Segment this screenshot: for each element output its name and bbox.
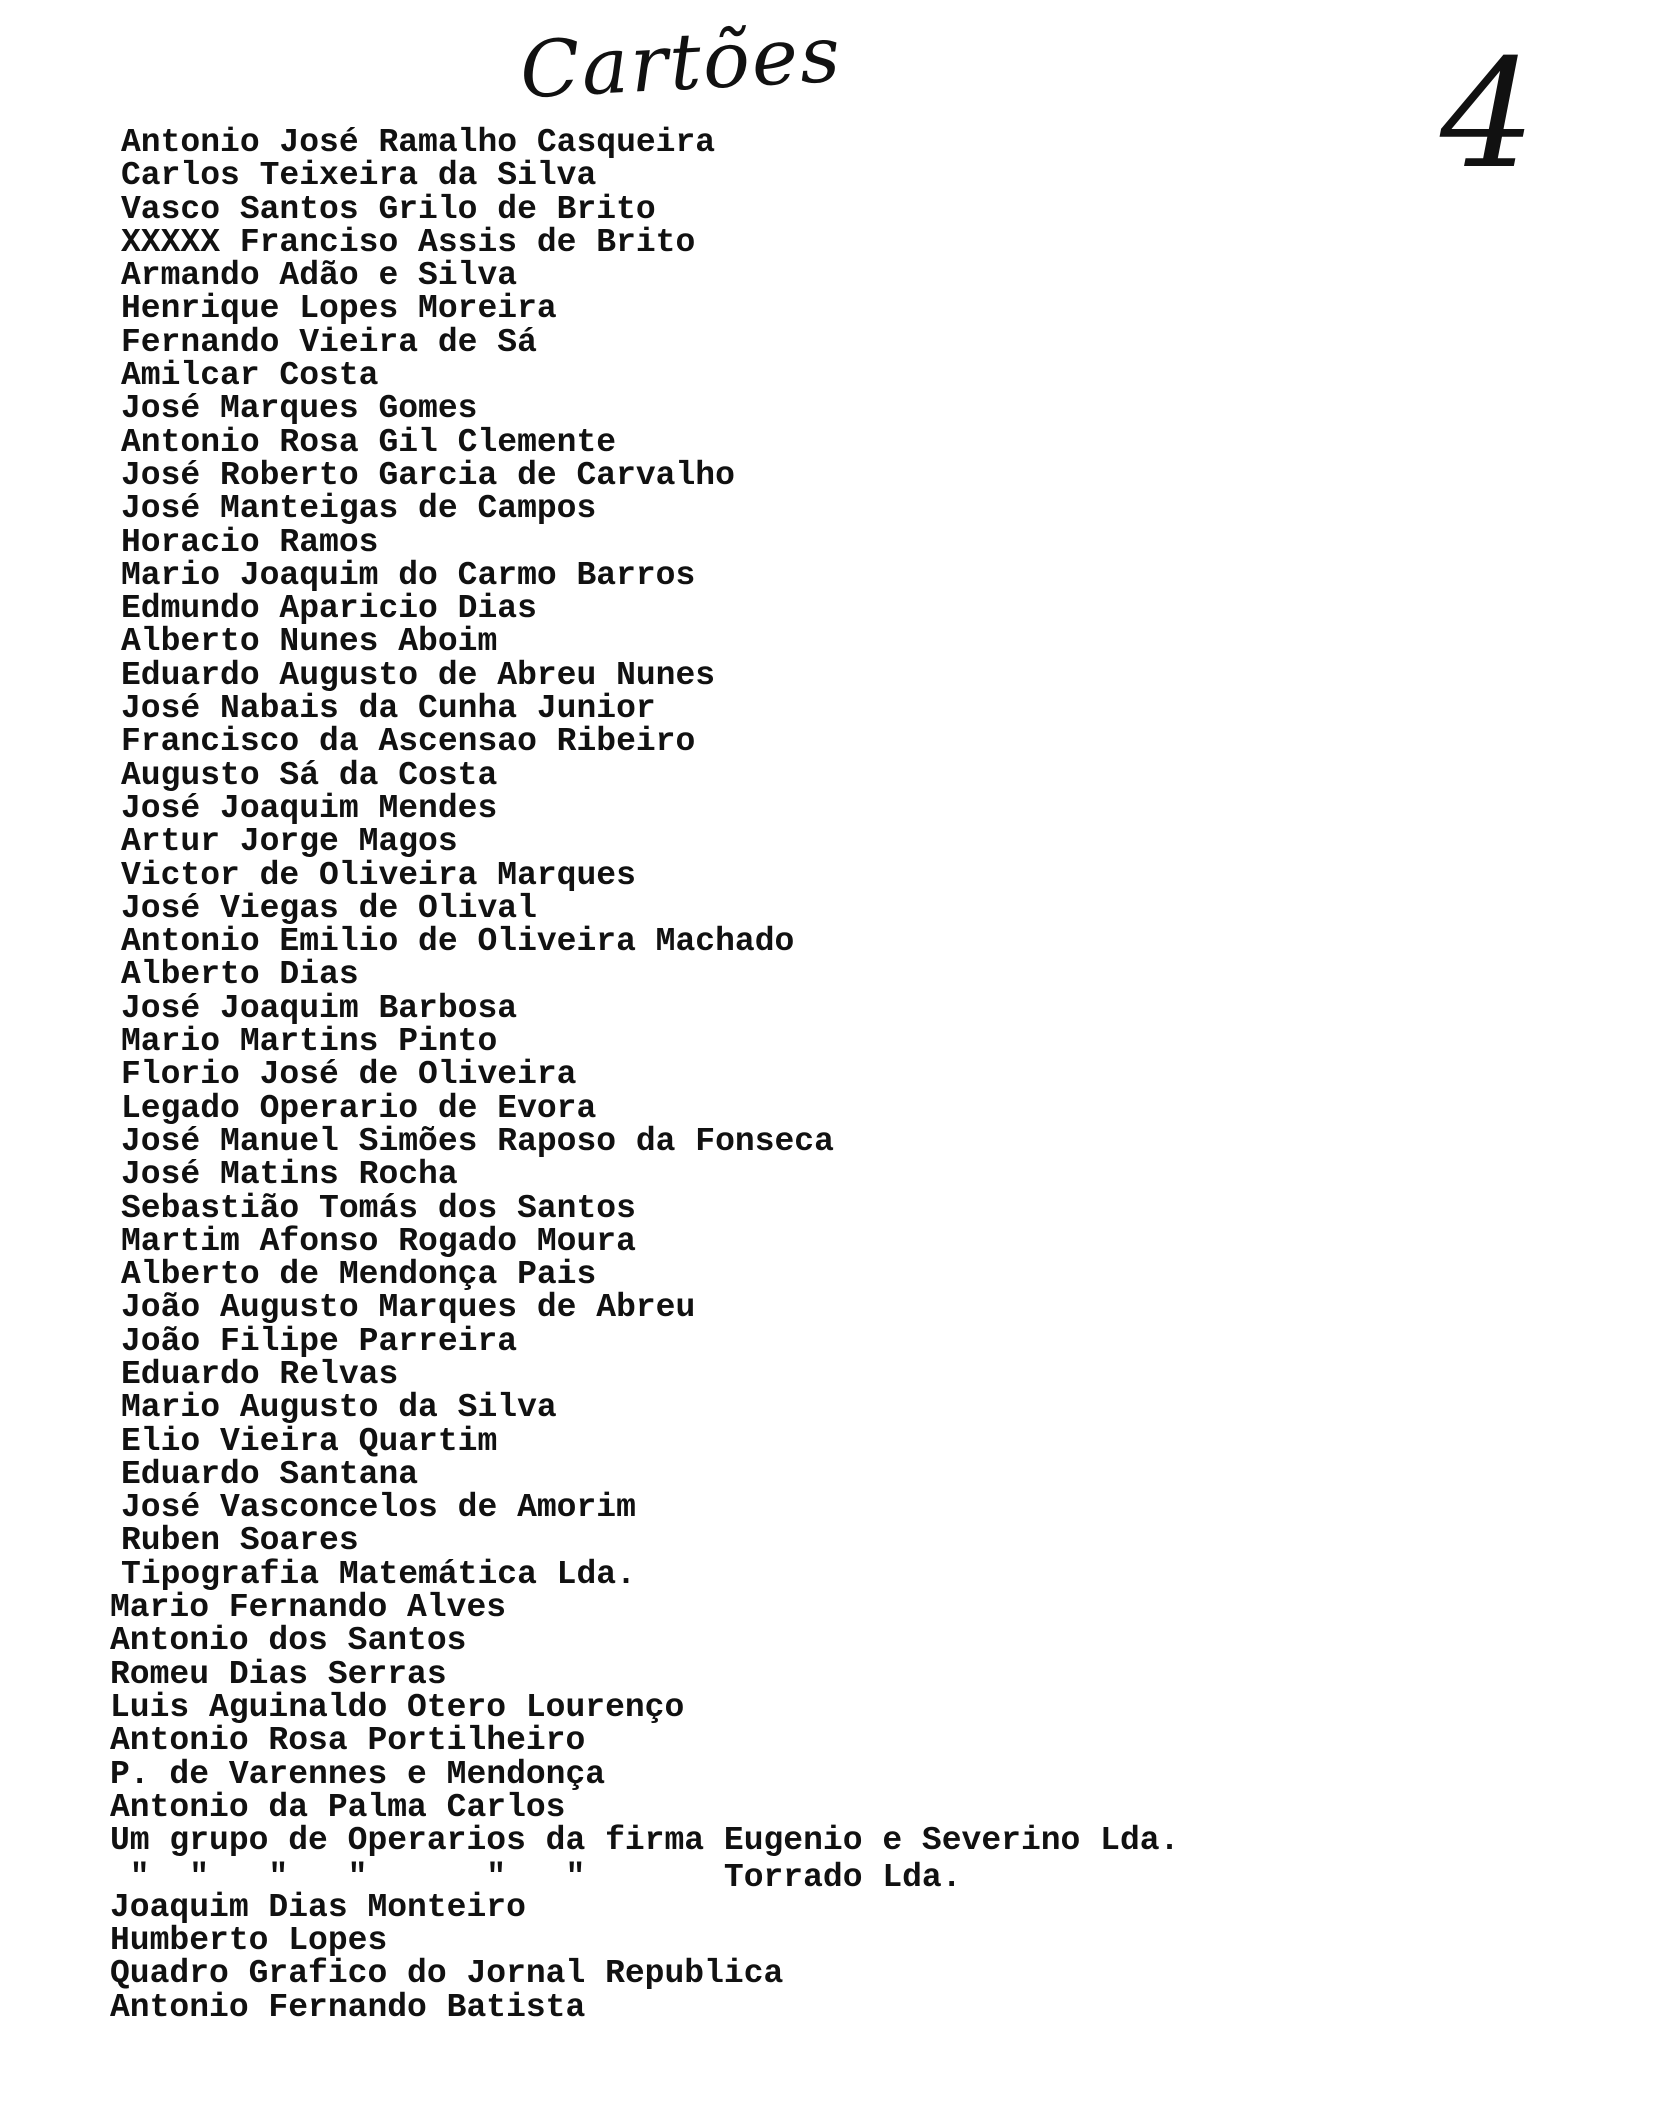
list-item: Um grupo de Operarios da firma Eugenio e Severino Lda. [110, 1822, 1180, 1860]
list-item: Mario Martins Pinto [121, 1023, 498, 1061]
list-item: José Vasconcelos de Amorim [121, 1489, 636, 1527]
list-item: Elio Vieira Quartim [121, 1422, 498, 1460]
list-item: Legado Operario de Evora [121, 1089, 597, 1127]
list-item: Sebastião Tomás dos Santos [121, 1189, 636, 1227]
list-item: Victor de Oliveira Marques [121, 856, 636, 894]
list-item: Eduardo Relvas [121, 1355, 399, 1393]
list-item: Martim Afonso Rogado Moura [121, 1222, 636, 1260]
list-item: Humberto Lopes [110, 1922, 388, 1960]
list-item: Artur Jorge Magos [121, 823, 458, 861]
list-item: Horacio Ramos [121, 523, 379, 561]
list-item: Francisco da Ascensao Ribeiro [121, 723, 696, 761]
list-item: Augusto Sá da Costa [121, 756, 498, 794]
list-item: José Joaquim Barbosa [121, 989, 518, 1027]
list-item: João Filipe Parreira [121, 1322, 518, 1360]
list-item: Antonio Rosa Gil Clemente [121, 423, 617, 461]
list-item: José Matins Rocha [121, 1156, 458, 1194]
list-item: José Manuel Simões Raposo da Fonseca [121, 1122, 834, 1160]
list-item: P. de Varennes e Mendonça [110, 1755, 606, 1793]
list-item: Eduardo Augusto de Abreu Nunes [121, 656, 716, 694]
name-list [0, 126, 1179, 2024]
list-item: Carlos Teixeira da Silva [121, 157, 597, 195]
handwritten-page-number: 4 [1440, 28, 1536, 202]
list-item: Edmundo Aparicio Dias [121, 590, 537, 628]
list-item: João Augusto Marques de Abreu [121, 1289, 696, 1327]
list-item: Mario Augusto da Silva [121, 1389, 557, 1427]
list-item: José Joaquim Mendes [121, 789, 498, 827]
list-item: Antonio da Palma Carlos [110, 1788, 566, 1826]
list-item: José Nabais da Cunha Junior [121, 690, 656, 728]
list-item: Antonio Emilio de Oliveira Machado [121, 923, 795, 961]
list-item: Alberto Dias [121, 956, 359, 994]
list-item: Alberto Nunes Aboim [121, 623, 498, 661]
handwritten-title: Cartões [517, 9, 845, 117]
list-item: Antonio dos Santos [110, 1622, 467, 1660]
list-item: Amilcar Costa [121, 357, 379, 395]
list-item: José Viegas de Olival [121, 889, 537, 927]
list-item: Armando Adão e Silva [121, 257, 518, 295]
list-item: Fernando Vieira de Sá [121, 323, 537, 361]
list-item: XXXXX Franciso Assis de Brito [121, 223, 696, 261]
list-item: José Manteigas de Campos [121, 490, 597, 528]
list-item: José Marques Gomes [121, 390, 478, 428]
list-item: Ruben Soares [121, 1522, 359, 1560]
list-item: Florio José de Oliveira [121, 1056, 577, 1094]
list-item: Henrique Lopes Moreira [121, 290, 557, 328]
list-item: Mario Fernando Alves [110, 1589, 507, 1627]
list-item: Joaquim Dias Monteiro [110, 1888, 526, 1926]
list-item: Alberto de Mendonça Pais [121, 1256, 597, 1294]
list-item: Mario Joaquim do Carmo Barros [121, 556, 696, 594]
list-item: Antonio Rosa Portilheiro [110, 1722, 586, 1760]
list-item: Eduardo Santana [121, 1455, 419, 1493]
list-item: Luis Aguinaldo Otero Lourenço [110, 1688, 685, 1726]
list-item: Tipografia Matemática Lda. [121, 1555, 636, 1593]
list-item: Vasco Santos Grilo de Brito [121, 190, 656, 228]
list-item: Antonio Fernando Batista [110, 1988, 586, 2026]
list-item: Romeu Dias Serras [110, 1655, 447, 1693]
list-item: José Roberto Garcia de Carvalho [121, 456, 735, 494]
list-item: Antonio José Ramalho Casqueira [121, 124, 716, 161]
list-item: Quadro Grafico do Jornal Republica [110, 1955, 784, 1993]
list-item: " " " " " " Torrado Lda. [110, 1859, 962, 1897]
